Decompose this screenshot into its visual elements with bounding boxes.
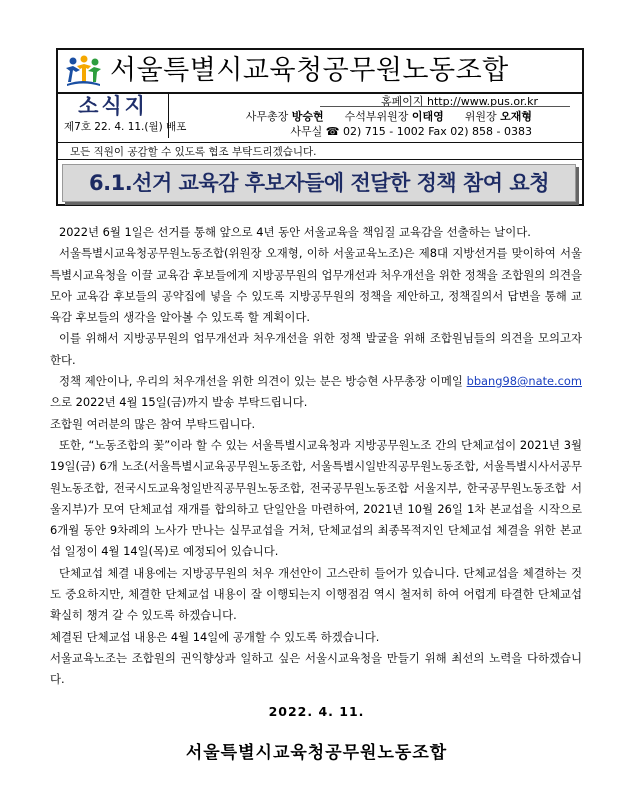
- chair-role: 위원장: [464, 110, 497, 123]
- paragraph-4-text-a: 정책 제안이나, 우리의 처우개선을 위한 의견이 있는 분은 방승현 사무총장 이메일: [59, 374, 463, 389]
- org-title: 서울특별시교육청공무원노동조합: [110, 55, 509, 86]
- paragraph-5: 조합원 여러분의 많은 참여 부탁드립니다.: [50, 416, 256, 431]
- email-link[interactable]: bbang98@nate.com: [466, 374, 582, 389]
- paragraph-4: [50, 371, 582, 414]
- paragraph-1: 2022년 6월 1일은 선거를 통해 앞으로 4년 동안 서울교육을 책임질 교육감을 선출하는 날이다.: [59, 225, 531, 239]
- issue-info: 제7호 22. 4. 11.(월) 배포: [64, 121, 187, 133]
- paragraph-4-text-b: 으로 2022년 4월 15일(금)까지 발송 부탁드립니다.: [50, 395, 308, 410]
- homepage-link[interactable]: 홈페이지 http://www.pus.or.kr: [381, 95, 538, 108]
- vice-name: 이태영: [411, 110, 444, 123]
- contact-info: [170, 92, 578, 138]
- union-logo-icon: [64, 54, 102, 88]
- paragraph-9: 서울교육노조는 조합원의 권익향상과 일하고 싶은 서울시교육청을 만들기 위해 최선의 노력을 다하겠습니다.: [50, 650, 582, 687]
- masthead: [56, 48, 584, 206]
- article-body: [50, 222, 582, 691]
- paragraph-6: 또한, “노동조합의 꽃”이라 할 수 있는 서울특별시교육청과 지방공무원노조 간의 단체교섭이 2021년 3월 19일(금) 6개 노조(서울특별시교육공무원노동조합, 서울특별시일반직공무원노동조합, 서울특별시사서공무원노동조합, 전국시도교육청일반직공무원노동조합, 전국공무원노동조합 서울지부, 한국공무원노동조합 서울지부)가 모여 단체교섭 재개를 합의하고 단일안을 마련하여, 2021년 10월 26일 1차 본교섭을 시작으로 6개월 동안 9차례의 노사가 만나는 실무교섭을 거쳐, 단체교섭의 최종목적지인 단체교섭 체결을 위한 본교섭 일정이 4월 14일(목)로 예정되어 있습니다.: [50, 437, 582, 559]
- secretary-name: 방승현: [291, 110, 324, 123]
- secretary-role: 사무총장: [245, 110, 289, 123]
- newsletter-box: [58, 92, 187, 138]
- title-row: [58, 50, 582, 94]
- signature-org: 서울특별시교육청공무원노동조합: [185, 743, 448, 763]
- chair-name: 오재형: [500, 110, 532, 123]
- headline-box: [62, 164, 576, 202]
- vice-role: 수석부위원장: [344, 110, 409, 123]
- notice-row: [58, 142, 582, 160]
- paragraph-2: 서울특별시교육청공무원노동조합(위원장 오재형, 이하 서울교육노조)은 제8대 지방선거를 맞이하여 서울특별시교육청을 이끌 교육감 후보들에게 지방공무원의 업무개선과 처우개선을 위한 정책을 조합원의 의견을 모아 교육감 후보들의 공약집에 넣을 수 있도록 지방공무원의 정책을 제안하고, 정책질의서 답변을 통해 교육감 후보들의 생각을 알아볼 수 있도록 할 계획이다.: [50, 246, 582, 325]
- document-date: 2022. 4. 11.: [268, 704, 365, 719]
- officers-line: [246, 108, 532, 124]
- paragraph-3: 이를 위해서 지방공무원의 업무개선과 처우개선을 위한 정책 발굴을 위해 조합원님들의 의견을 모의고자 한다.: [50, 331, 582, 367]
- notice-text: 모든 직원이 공감할 수 있도록 협조 부탁드리겠습니다.: [70, 146, 317, 158]
- homepage-divider: [320, 106, 570, 107]
- newsletter-title: 소식지: [78, 94, 148, 118]
- paragraph-8: 체결된 단체교섭 내용은 4월 14일에 공개할 수 있도록 하겠습니다.: [50, 629, 380, 644]
- office-phone-fax: 사무실 ☎ 02) 715 - 1002 Fax 02) 858 - 0383: [290, 125, 532, 138]
- headline: 6.1.선거 교육감 후보자들에 전달한 정책 참여 요청: [89, 171, 549, 195]
- info-row: [58, 92, 582, 138]
- paragraph-7: 단체교섭 체결 내용에는 지방공무원의 처우 개선안이 고스란히 들어가 있습니다. 단체교섭을 체결하는 것도 중요하지만, 체결한 단체교섭 내용이 잘 이행되는지 이행점검 역시 철저히 하여 어렵게 타결한 단체교섭 확실히 챙겨 갈 수 있도록 하겠습니다.: [50, 565, 582, 623]
